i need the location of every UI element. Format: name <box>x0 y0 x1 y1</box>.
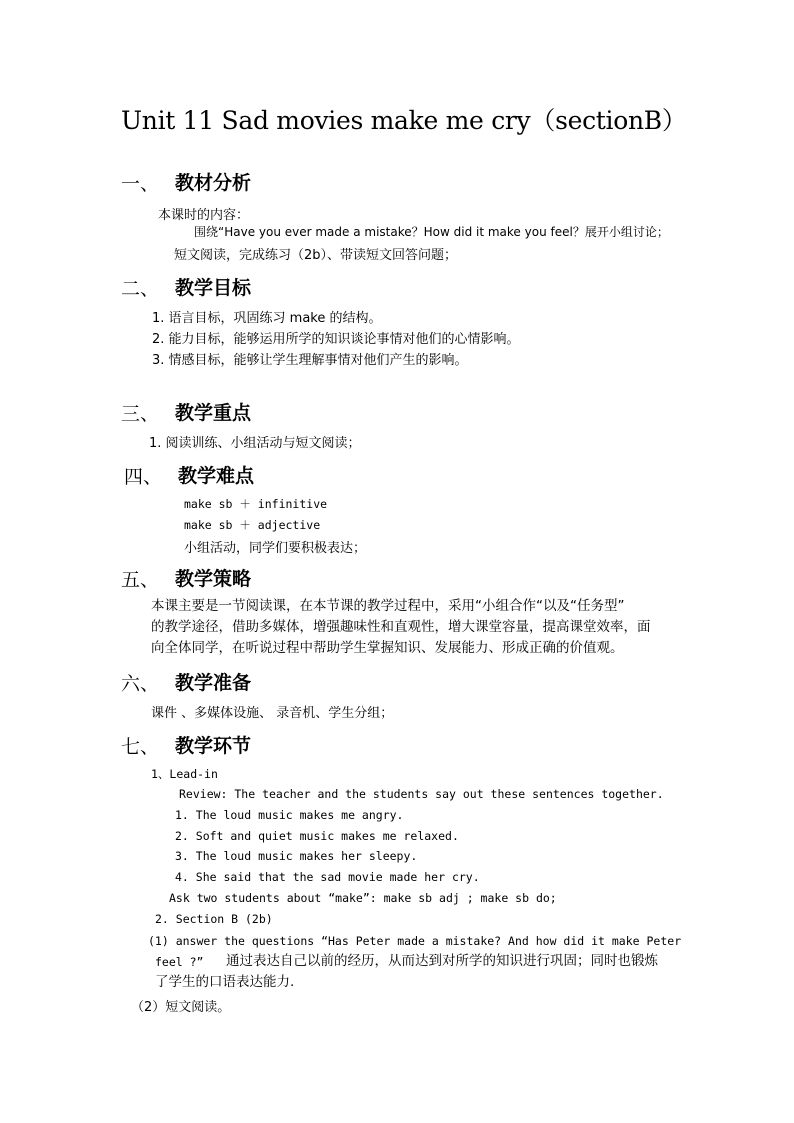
review-sentence-3: 3. The loud music makes her sleepy. <box>175 849 418 863</box>
section-2-heading: 教学目标 <box>175 277 252 299</box>
analysis-line-1: 本课时的内容： <box>158 208 250 223</box>
step-question-line-1: (1) answer the questions “Has Peter made a mistake? And how did it make Peter <box>148 934 682 948</box>
step-lead-in: 1、Lead-in <box>151 767 218 781</box>
step-question-line-3: 了学生的口语表达能力. <box>155 974 295 990</box>
section-1-heading: 教材分析 <box>175 172 252 194</box>
keypoint-item-1: 1. 阅读训练、小组活动与短文阅读； <box>149 436 361 451</box>
goal-item-3: 3. 情感目标，能够让学生理解事情对他们产生的影响。 <box>152 353 468 368</box>
section-7-heading: 教学环节 <box>175 735 252 757</box>
section-3-number: 三、 <box>121 403 160 425</box>
page-title: Unit 11 Sad movies make me cry（sectionB） <box>121 106 687 135</box>
section-3-heading: 教学重点 <box>175 402 252 424</box>
difficulty-item-2: make sb ＋ adjective <box>184 518 321 532</box>
review-sentence-4: 4. She said that the sad movie made her cry. <box>175 870 480 884</box>
section-6-number: 六、 <box>121 673 160 695</box>
section-5-number: 五、 <box>121 569 160 591</box>
review-sentence-1: 1. The loud music makes me angry. <box>175 808 404 822</box>
strategy-line-3: 向全体同学，在听说过程中帮助学生掌握知识、发展能力、形成正确的价值观。 <box>151 640 624 656</box>
step-question-line-2b: 通过表达自己以前的经历，从而达到对所学的知识进行巩固；同时也锻炼 <box>226 953 658 969</box>
step-review: Review: The teacher and the students say out these sentences together. <box>179 787 664 801</box>
review-sentence-2: 2. Soft and quiet music makes me relaxed. <box>175 829 459 843</box>
goal-item-1: 1. 语言目标，巩固练习 make 的结构。 <box>152 311 382 326</box>
section-6-heading: 教学准备 <box>175 672 252 694</box>
analysis-line-3: 短文阅读，完成练习（2b）、带读短文回答问题； <box>174 248 458 263</box>
goal-item-2: 2. 能力目标，能够运用所学的知识谈论事情对他们的心情影响。 <box>152 332 520 347</box>
step-ask: Ask two students about “make”: make sb adj ; make sb do; <box>169 891 557 905</box>
strategy-line-2: 的教学途径，借助多媒体，增强趣味性和直观性，增大课堂容量，提高课堂效率，面 <box>151 619 651 635</box>
strategy-line-1: 本课主要是一节阅读课，在本节课的教学过程中，采用“小组合作“以及“任务型” <box>151 598 625 614</box>
preparation-line: 课件 、多媒体设施、 录音机、学生分组； <box>151 706 394 721</box>
section-4-number: 四、 <box>124 466 163 488</box>
difficulty-item-1: make sb ＋ infinitive <box>184 497 328 511</box>
step-reading: （2）短文阅读。 <box>131 1000 231 1015</box>
step-section-b: 2. Section B (2b) <box>155 912 273 926</box>
section-2-number: 二、 <box>121 278 160 300</box>
section-4-heading: 教学难点 <box>178 465 255 487</box>
section-1-number: 一、 <box>121 173 160 195</box>
difficulty-item-3: 小组活动，同学们要积极表达； <box>184 541 367 556</box>
section-5-heading: 教学策略 <box>175 568 252 590</box>
section-7-number: 七、 <box>121 736 160 758</box>
step-question-line-2a: feel ?” <box>155 955 204 969</box>
analysis-line-2: 围绕“Have you ever made a mistake？How did it make you feel？展开小组讨论； <box>194 225 669 239</box>
